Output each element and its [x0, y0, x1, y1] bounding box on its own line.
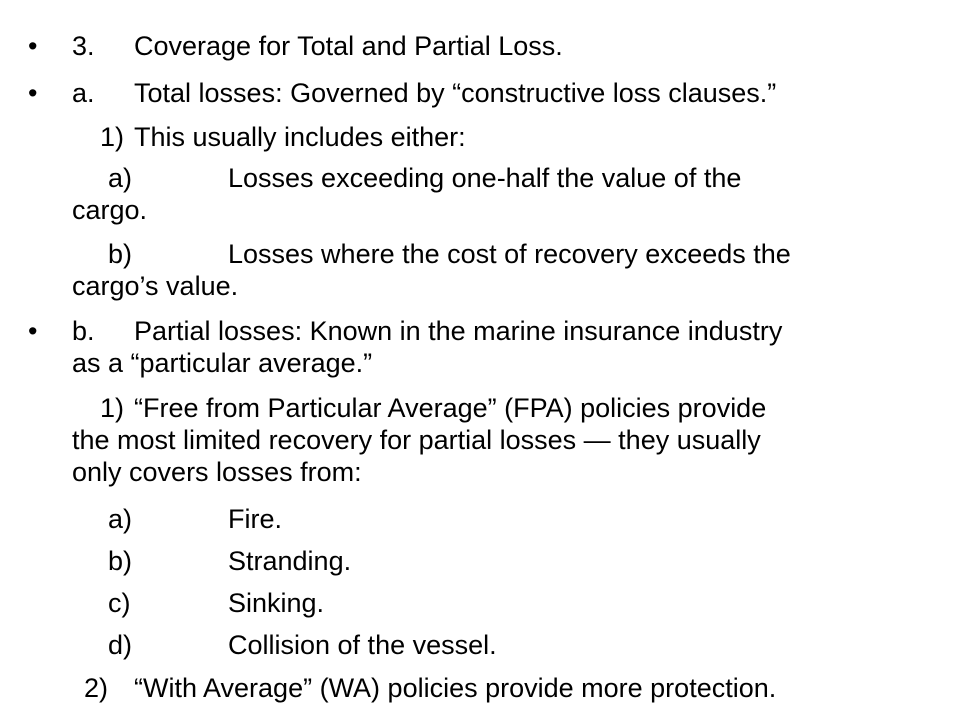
item-marker: a)	[108, 163, 133, 193]
item-text-continuation: the most limited recovery for partial losses — they usually	[72, 425, 761, 455]
item-text: “With Average” (WA) policies provide more protection.	[134, 673, 777, 703]
item-text: Partial losses: Known in the marine insurance industry	[134, 316, 783, 346]
bullet-icon: •	[28, 316, 38, 346]
item-text: Stranding.	[228, 546, 352, 576]
item-text-continuation: only covers losses from:	[72, 457, 362, 487]
item-marker: a.	[72, 78, 95, 108]
item-marker: a)	[108, 504, 133, 534]
item-text: This usually includes either:	[134, 122, 466, 152]
bullet-icon: •	[28, 31, 38, 61]
item-text: Losses exceeding one-half the value of the	[228, 163, 742, 193]
item-marker: 2)	[84, 673, 109, 703]
item-marker: d)	[108, 630, 133, 660]
item-text: Collision of the vessel.	[228, 630, 497, 660]
item-marker: 1)	[100, 393, 125, 423]
bullet-icon: •	[28, 78, 38, 108]
item-text: Total losses: Governed by “constructive loss clauses.”	[134, 78, 777, 108]
heading-text: Coverage for Total and Partial Loss.	[134, 31, 563, 61]
item-text: Sinking.	[228, 588, 325, 618]
item-marker: 1)	[100, 122, 125, 152]
item-marker: b)	[108, 546, 133, 576]
item-text-continuation: cargo.	[72, 195, 148, 225]
item-marker: b)	[108, 239, 133, 269]
item-marker: b.	[72, 316, 95, 346]
item-text-continuation: as a “particular average.”	[72, 348, 373, 378]
item-text-continuation: cargo’s value.	[72, 271, 239, 301]
item-text: Losses where the cost of recovery exceeds the	[228, 239, 791, 269]
item-text: “Free from Particular Average” (FPA) policies provide	[134, 393, 767, 423]
item-text: Fire.	[228, 504, 282, 534]
item-marker: c)	[108, 588, 131, 618]
item-marker: 3.	[72, 31, 95, 61]
